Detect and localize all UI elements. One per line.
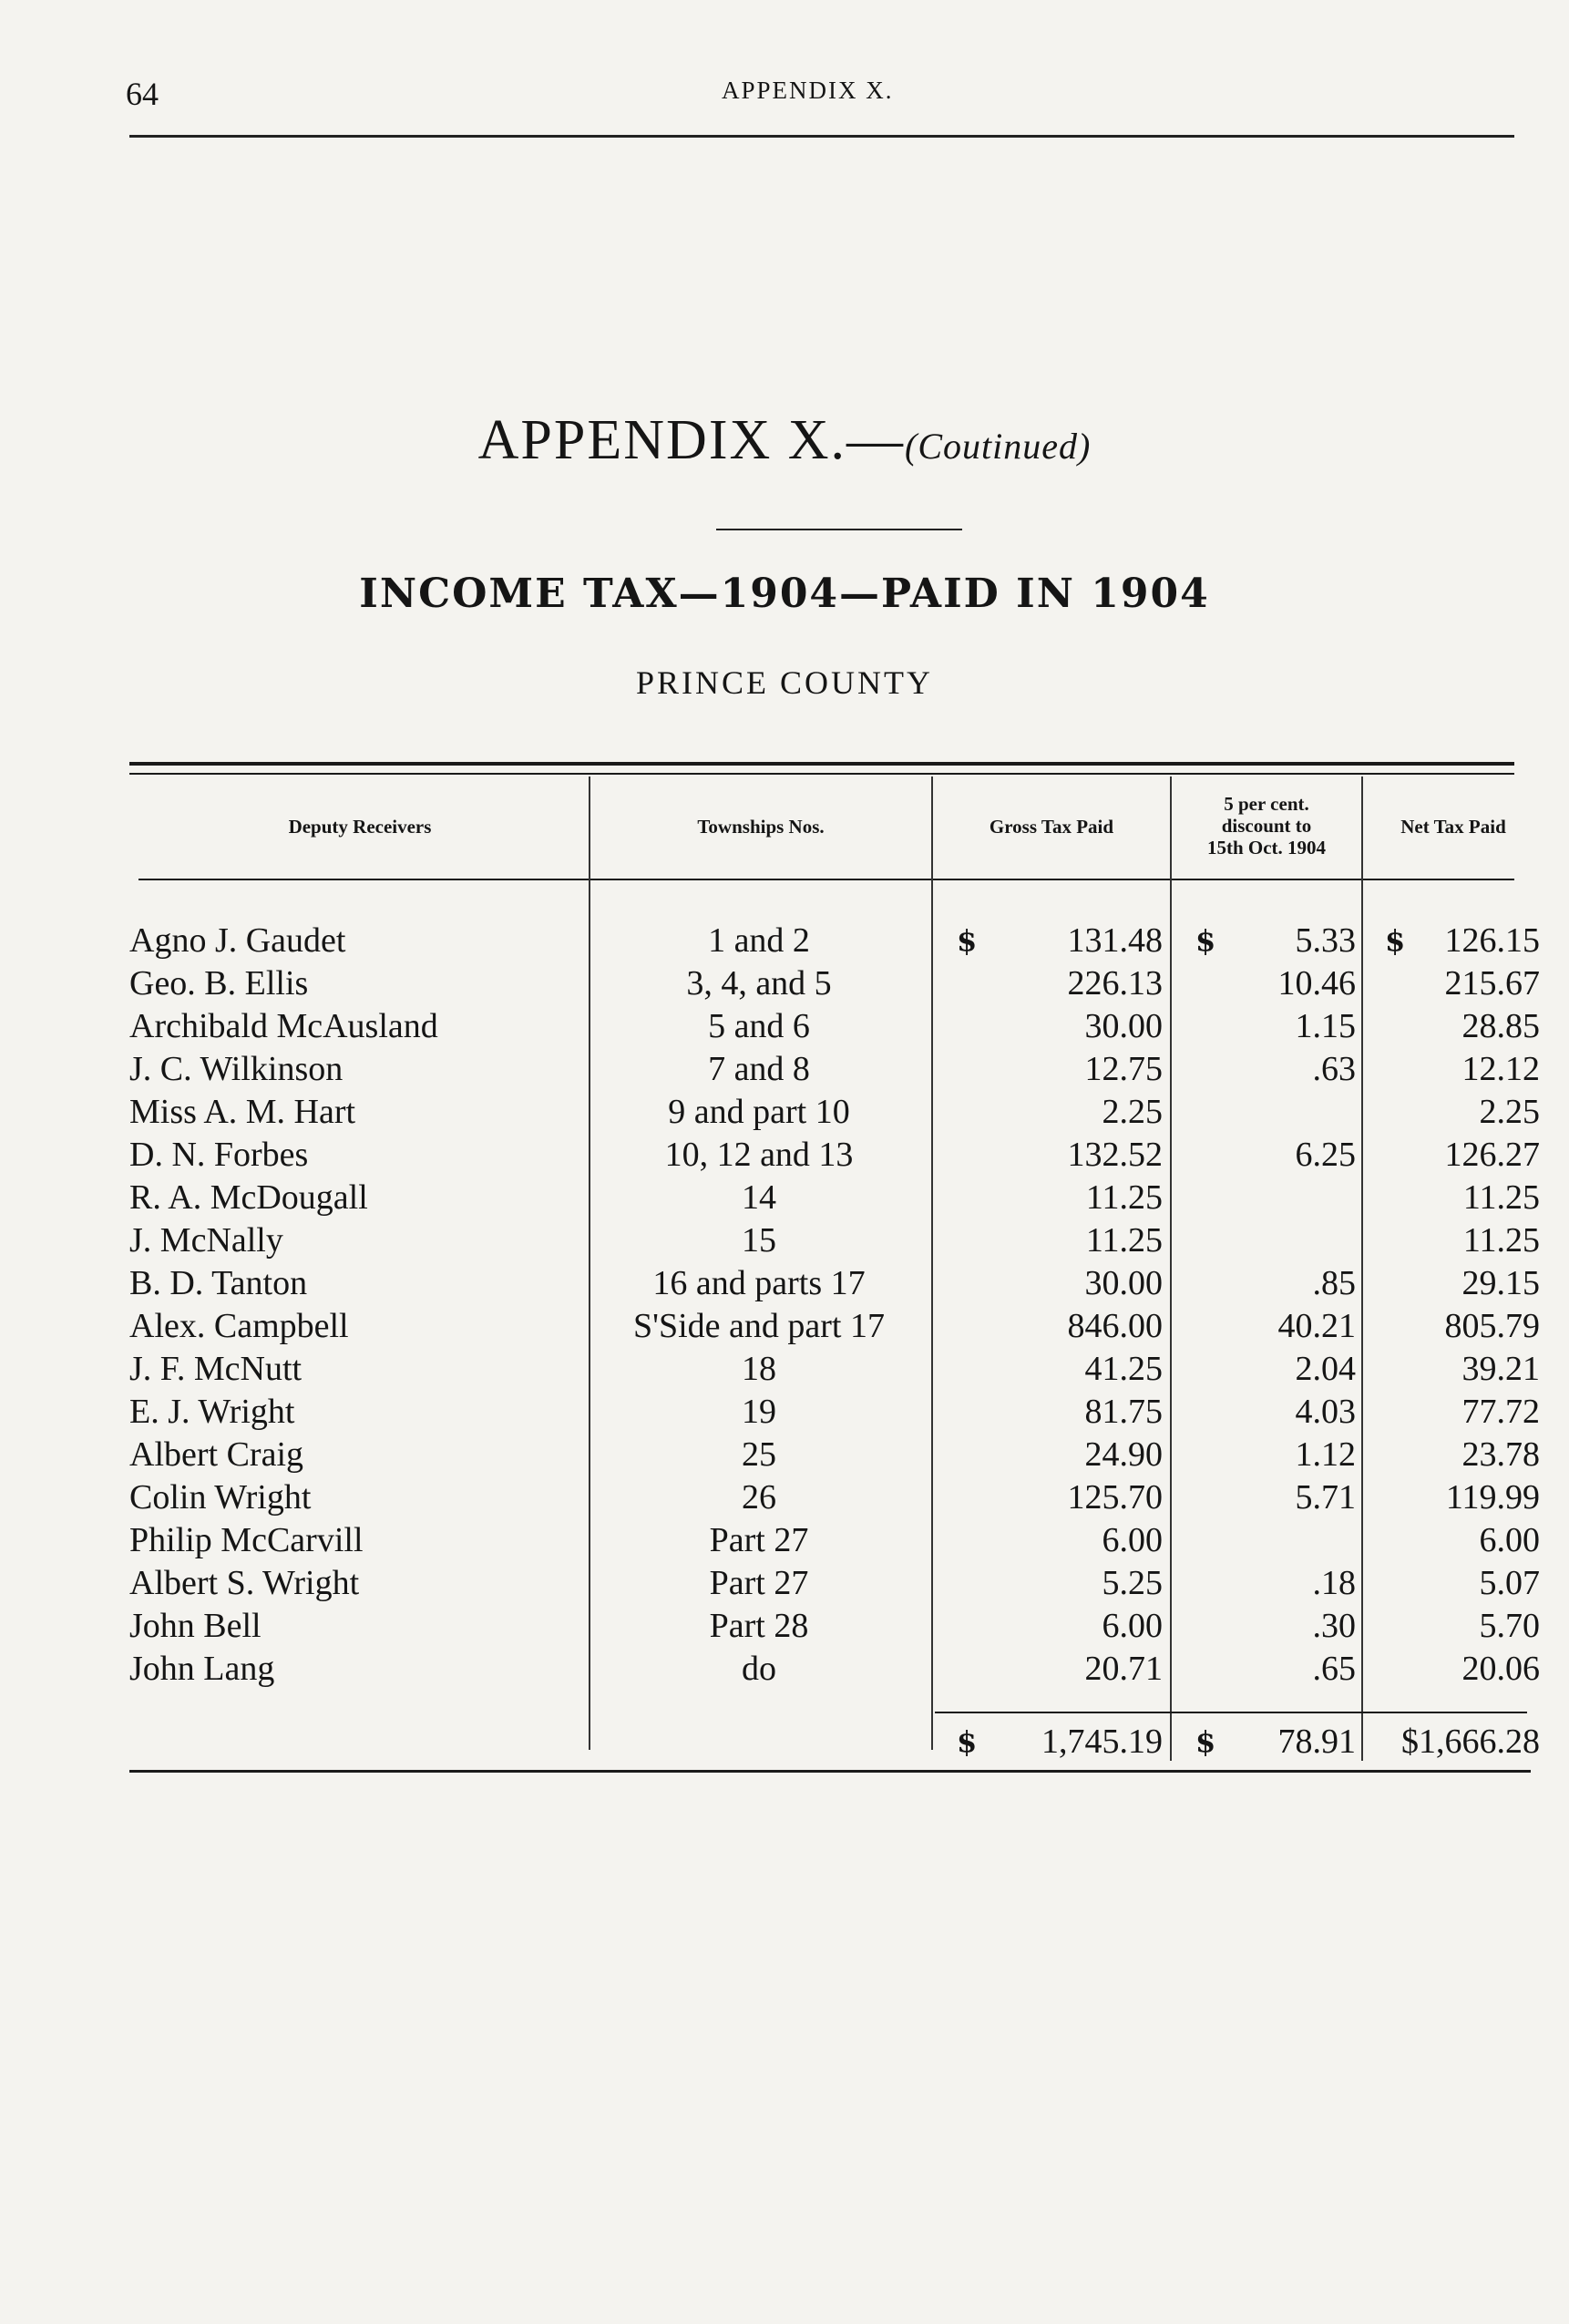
receiver-name: Geo. B. Ellis (129, 964, 309, 1003)
net-tax-value: 5.07 (1479, 1564, 1540, 1602)
header-discount-line2: discount to (1221, 815, 1312, 837)
table-row (0, 1604, 1569, 1648)
net-tax-value: 11.25 (1462, 1178, 1540, 1217)
discount-value: .65 (1312, 1650, 1356, 1688)
township-numbers: 25 (742, 1435, 776, 1474)
table-row (0, 1219, 1569, 1262)
totals-rule (935, 1712, 1527, 1713)
receiver-name: Philip McCarvill (129, 1521, 364, 1559)
net-tax-value: 12.12 (1461, 1050, 1540, 1088)
net-tax-value: 6.00 (1479, 1521, 1540, 1559)
dollar-sign: $ (1195, 923, 1216, 958)
township-numbers: do (742, 1650, 776, 1688)
township-numbers: 5 and 6 (708, 1007, 810, 1045)
header-net-tax: Net Tax Paid (1400, 816, 1506, 838)
receiver-name: Albert S. Wright (129, 1564, 360, 1602)
discount-value: 4.03 (1295, 1393, 1356, 1431)
receiver-name: Colin Wright (129, 1478, 312, 1517)
header-rule (129, 135, 1514, 138)
dollar-sign: $ (957, 1724, 978, 1759)
net-tax-value: 20.06 (1461, 1650, 1540, 1688)
table-row (0, 1476, 1569, 1519)
township-numbers: 10, 12 and 13 (664, 1136, 854, 1174)
receiver-name: J. McNally (129, 1221, 283, 1260)
receiver-name: John Lang (129, 1650, 275, 1688)
dollar-sign: $ (1195, 1724, 1216, 1759)
running-title: APPENDIX X. (722, 77, 894, 104)
gross-tax-value: 24.90 (1084, 1435, 1163, 1474)
header-deputy-receivers: Deputy Receivers (288, 816, 432, 838)
net-tax-value: 126.27 (1444, 1136, 1540, 1174)
net-tax-value: 126.15 (1444, 921, 1540, 960)
net-tax-value: 29.15 (1461, 1264, 1540, 1302)
totals-row (0, 1719, 1569, 1764)
table-row (0, 1090, 1569, 1134)
township-numbers: 16 and parts 17 (652, 1264, 866, 1302)
net-tax-value: 11.25 (1462, 1221, 1540, 1260)
receiver-name: D. N. Forbes (129, 1136, 309, 1174)
discount-value: 5.33 (1295, 921, 1356, 960)
appendix-title (0, 408, 1569, 473)
discount-value: 2.04 (1295, 1350, 1356, 1388)
net-tax-value: 805.79 (1444, 1307, 1540, 1345)
discount-value: .30 (1312, 1607, 1356, 1645)
header-underline (138, 879, 1514, 880)
receiver-name: Alex. Campbell (129, 1307, 349, 1345)
township-numbers: 3, 4, and 5 (686, 964, 832, 1003)
gross-tax-value: 2.25 (1102, 1093, 1163, 1131)
table-row (0, 1433, 1569, 1476)
net-tax-value: 39.21 (1461, 1350, 1540, 1388)
header-gross-tax: Gross Tax Paid (989, 816, 1114, 838)
gross-tax-value: 125.70 (1067, 1478, 1163, 1517)
receiver-name: R. A. McDougall (129, 1178, 368, 1217)
gross-tax-value: 846.00 (1067, 1307, 1163, 1345)
gross-tax-value: 30.00 (1084, 1007, 1163, 1045)
gross-tax-value: 11.25 (1085, 1221, 1163, 1260)
dollar-sign: $ (957, 923, 978, 958)
gross-tax-value: 131.48 (1067, 921, 1163, 960)
table-row (0, 961, 1569, 1005)
header-townships: Townships Nos. (697, 816, 825, 838)
table-row (0, 1261, 1569, 1305)
appendix-title-continued: (Coutinued) (905, 426, 1092, 467)
table-top-rule-thick (129, 762, 1514, 766)
township-numbers: 26 (742, 1478, 776, 1517)
receiver-name: John Bell (129, 1607, 262, 1645)
discount-value: .18 (1312, 1564, 1356, 1602)
table-row (0, 919, 1569, 962)
discount-value: 1.15 (1295, 1007, 1356, 1045)
receiver-name: E. J. Wright (129, 1393, 295, 1431)
net-tax-value: 28.85 (1461, 1007, 1540, 1045)
receiver-name: Agno J. Gaudet (129, 921, 346, 960)
gross-tax-value: 226.13 (1067, 964, 1163, 1003)
township-numbers: 14 (742, 1178, 776, 1217)
table-row (0, 1647, 1569, 1691)
section-title: INCOME TAX—1904—PAID IN 1904 (359, 571, 1210, 617)
total-net-tax: $1,666.28 (1401, 1722, 1540, 1761)
table-row (0, 1304, 1569, 1348)
gross-tax-value: 20.71 (1084, 1650, 1163, 1688)
township-numbers: Part 27 (709, 1521, 809, 1559)
appendix-title-main: APPENDIX X.— (477, 409, 906, 471)
discount-value: .63 (1312, 1050, 1356, 1088)
township-numbers: Part 28 (709, 1607, 809, 1645)
gross-tax-value: 30.00 (1084, 1264, 1163, 1302)
discount-value: 1.12 (1295, 1435, 1356, 1474)
receiver-name: J. F. McNutt (129, 1350, 303, 1388)
table-row (0, 1133, 1569, 1177)
table-bottom-rule (129, 1770, 1531, 1773)
table-row (0, 1176, 1569, 1219)
gross-tax-value: 81.75 (1084, 1393, 1163, 1431)
receiver-name: Archibald McAusland (129, 1007, 438, 1045)
township-numbers: 7 and 8 (708, 1050, 810, 1088)
discount-value: 6.25 (1295, 1136, 1356, 1174)
receiver-name: Miss A. M. Hart (129, 1093, 356, 1131)
discount-value: .85 (1312, 1264, 1356, 1302)
title-rule (716, 529, 962, 530)
receiver-name: B. D. Tanton (129, 1264, 308, 1302)
table-row (0, 1561, 1569, 1605)
table-row (0, 1047, 1569, 1091)
net-tax-value: 23.78 (1461, 1435, 1540, 1474)
total-discount: 78.91 (1277, 1722, 1356, 1761)
township-numbers: 9 and part 10 (668, 1093, 850, 1131)
gross-tax-value: 6.00 (1102, 1521, 1163, 1559)
total-gross-tax: 1,745.19 (1041, 1722, 1163, 1761)
page-number: 64 (126, 76, 159, 112)
table-row (0, 1004, 1569, 1048)
discount-value: 5.71 (1295, 1478, 1356, 1517)
township-numbers: Part 27 (709, 1564, 809, 1602)
header-discount-line3: 15th Oct. 1904 (1206, 837, 1327, 859)
net-tax-value: 77.72 (1461, 1393, 1540, 1431)
gross-tax-value: 41.25 (1084, 1350, 1163, 1388)
township-numbers: 18 (742, 1350, 776, 1388)
county-title: PRINCE COUNTY (635, 664, 933, 701)
township-numbers: 1 and 2 (708, 921, 810, 960)
table-row (0, 1518, 1569, 1562)
discount-value: 10.46 (1277, 964, 1356, 1003)
gross-tax-value: 5.25 (1102, 1564, 1163, 1602)
receiver-name: Albert Craig (129, 1435, 304, 1474)
receiver-name: J. C. Wilkinson (129, 1050, 344, 1088)
table-row (0, 1347, 1569, 1391)
table-row (0, 1390, 1569, 1434)
running-head (120, 66, 1523, 120)
gross-tax-value: 12.75 (1084, 1050, 1163, 1088)
table-top-rule-thin (129, 773, 1514, 775)
gross-tax-value: 6.00 (1102, 1607, 1163, 1645)
gross-tax-value: 132.52 (1067, 1136, 1163, 1174)
net-tax-value: 2.25 (1479, 1093, 1540, 1131)
header-discount-line1: 5 per cent. (1224, 793, 1309, 815)
net-tax-value: 215.67 (1444, 964, 1540, 1003)
net-tax-value: 5.70 (1479, 1607, 1540, 1645)
dollar-sign: $ (1385, 923, 1406, 958)
township-numbers: 19 (742, 1393, 776, 1431)
gross-tax-value: 11.25 (1085, 1178, 1163, 1217)
township-numbers: S'Side and part 17 (633, 1307, 885, 1345)
discount-value: 40.21 (1277, 1307, 1356, 1345)
township-numbers: 15 (742, 1221, 776, 1260)
net-tax-value: 119.99 (1445, 1478, 1540, 1517)
